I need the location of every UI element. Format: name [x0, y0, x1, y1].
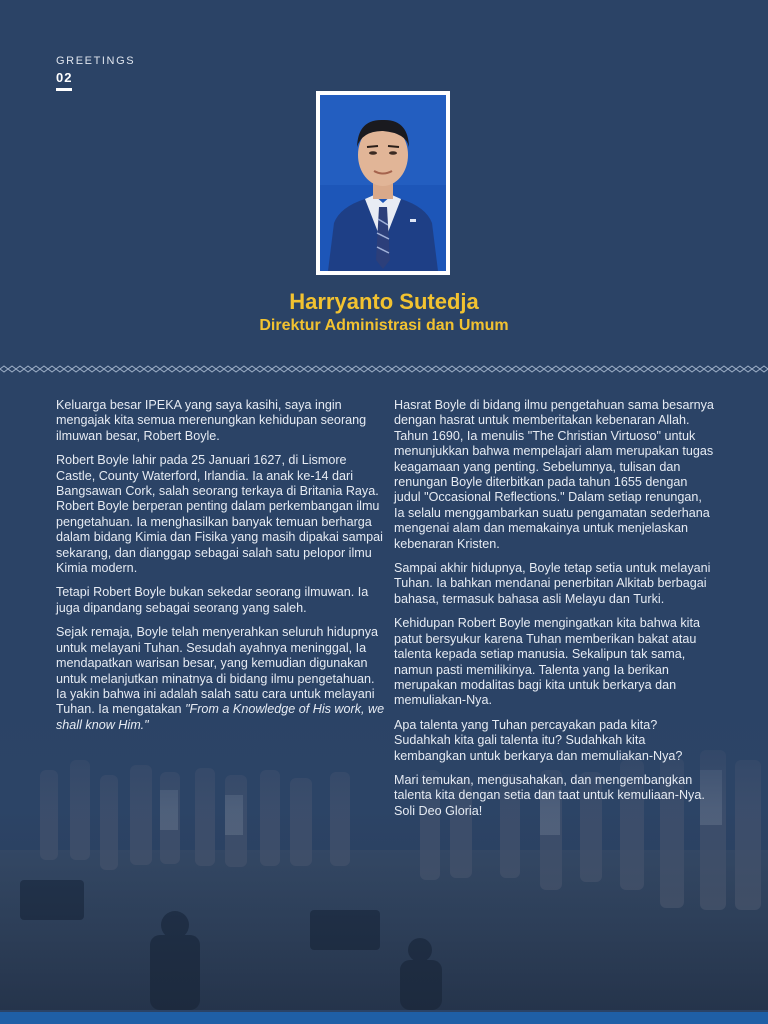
person-title: Direktur Administrasi dan Umum: [259, 317, 509, 334]
right-text-column: [394, 398, 714, 828]
paragraph: Keluarga besar IPEKA yang saya kasihi, saya ingin mengajak kita semua merenungkan kehidupan seorang ilmuwan besar, Robert Boyle.: [56, 398, 367, 443]
section-label: GREETINGS: [56, 55, 136, 67]
paragraph: Hasrat Boyle di bidang ilmu pengetahuan sama besarnya dengan hasrat untuk memberitakan kebenaran Allah. Tahun 1690, Ia menulis "The Christian Virtuoso" untuk menunjukkan bahwa mempelajari alam merupakan tugas keagamaan yang penting. Sebelumnya, tulisan dan renungan Boyle diterbitkan pada tahun 1655 dengan judul "Occasional Reflections." Dalam setiap renungan, Ia selalu menggambarkan suatu pengamatan sederhana mengenai alam dan memakainya untuk menjelaskan kebenaran Kristen.: [394, 398, 714, 551]
paragraph: Mari temukan, mengusahakan, dan mengembangkan talenta kita dengan setia dan taat untuk kemuliaan-Nya. Soli Deo Gloria!: [394, 772, 705, 818]
section-underline: [56, 88, 72, 91]
paragraph: Sampai akhir hidupnya, Boyle tetap setia untuk melayani Tuhan. Ia bahkan mendanai penerbitan Alkitab berbagai bahasa, termasuk bahasa asli Melayu dan Turki.: [394, 561, 711, 606]
paragraph: Tetapi Robert Boyle bukan sekedar seorang ilmuwan. Ia juga dipandang sebagai seorang yang saleh.: [56, 585, 369, 615]
left-text-column: [56, 398, 386, 742]
quote-text: "From a Knowledge of His work, we shall know Him.": [56, 702, 385, 732]
paragraph: Robert Boyle lahir pada 25 Januari 1627, di Lismore Castle, County Waterford, Irlandia. Ia anak ke-14 dari Bangsawan Cork, salah seorang terkaya di Britania Raya. Robert Boyle berperan penting dalam perkembangan ilmu pengetahuan. Ia menghasilkan banyak temuan berharga dalam bidang Kimia dan Fisika yang masih dipakai sampai sekarang, dan dianggap sebagai salah satu pelopor ilmu Kimia modern.: [56, 453, 383, 576]
person-name: Harryanto Sutedja: [289, 289, 479, 314]
page-number: 02: [56, 70, 73, 85]
decorative-divider: [0, 364, 768, 374]
portrait-photo: [316, 91, 450, 275]
paragraph: Apa talenta yang Tuhan percayakan pada kita? Sudahkah kita gali talenta itu? Sudahkah kita kembangkan untuk berkarya dan memuliakan-Nya?: [394, 717, 683, 763]
person-portrait-image: [320, 95, 446, 271]
paragraph: Kehidupan Robert Boyle mengingatkan kita bahwa kita patut bersyukur karena Tuhan memberikan bakat atau talenta kepada setiap manusia. Sekalipun tak sama, namun pasti memilikinya. Talenta yang Ia berikan merupakan modalitas bagi kita untuk berkarya dan memuliakan-Nya.: [394, 616, 700, 708]
paragraph: [56, 625, 386, 733]
paragraph-text: Sejak remaja, Boyle telah menyerahkan seluruh hidupnya untuk melayani Tuhan. Sesudah ayahnya meninggal, Ia mendapatkan warisan besar, yang kemudian digunakan untuk melanjutkan minatnya di bidang ilmu pengetahuan. Ia yakin bahwa ini adalah salah satu cara untuk melayani Tuhan. Ia mengatakan: [56, 625, 379, 717]
footer-bar: [0, 1012, 768, 1024]
